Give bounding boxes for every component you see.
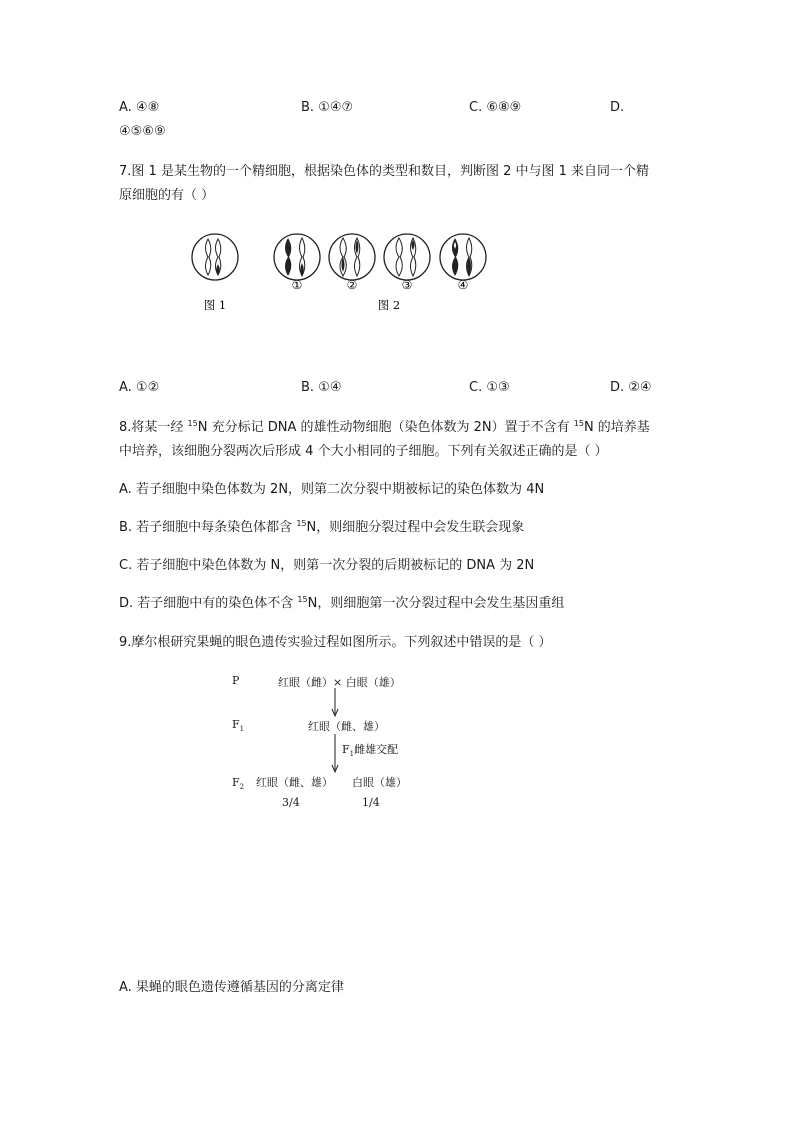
fig2-cell-4-number: ④ — [457, 278, 469, 292]
fig2-cell-3 — [384, 234, 430, 280]
fig2-cell-1-number: ① — [291, 278, 303, 292]
fig2-cell-2-number: ② — [346, 278, 358, 292]
q7-option-a: A. ①② — [119, 380, 160, 395]
f2-white: 白眼（雄） — [352, 776, 407, 789]
q7-option-d: D. ②④ — [610, 380, 652, 395]
fig1-cell — [192, 234, 238, 280]
fig2-label: 图 2 — [377, 298, 401, 312]
f1-text: 红眼（雌、雄） — [308, 720, 385, 733]
q8-option-d: D. 若子细胞中有的染色体不含 $^{15}$N，则细胞第一次分裂过程中会发生基因重组 — [119, 595, 565, 611]
q6-option-c: C. ⑥⑧⑨ — [469, 100, 522, 115]
q8-option-c: C. 若子细胞中染色体数为 N，则第一次分裂的后期被标记的 DNA 为 2N — [119, 558, 535, 573]
q7-option-c: C. ①③ — [469, 380, 510, 395]
f2-label: $F_2$ — [232, 776, 245, 792]
q8-option-b: B. 若子细胞中每条染色体都含 $^{15}$N，则细胞分裂过程中会发生联会现象 — [119, 519, 525, 535]
q6-option-d-label: D. — [610, 100, 625, 115]
q7-option-b: B. ①④ — [301, 380, 342, 395]
f2-white-ratio: 1/4 — [362, 796, 380, 809]
q9-option-a: A. 果蝇的眼色遗传遵循基因的分离定律 — [119, 980, 344, 995]
q6-option-a: A. ④⑧ — [119, 100, 160, 115]
f1-mating: $F_1$雌雄交配 — [342, 743, 399, 759]
q8-stem-line1: 8.将某一经 $^{15}$N 充分标记 DNA 的雄性动物细胞（染色体数为 2N）置于不含有 $^{15}$N 的培养基 — [119, 419, 650, 435]
f1-label: $F_1$ — [232, 718, 245, 734]
fig1-label: 图 1 — [203, 298, 227, 312]
p-cross: 红眼（雌）× 白眼（雄） — [278, 676, 401, 689]
f2-red-ratio: 3/4 — [282, 796, 300, 809]
fig2-cell-4 — [440, 234, 486, 280]
fig2-cell-2 — [329, 234, 375, 280]
q8-option-a: A. 若子细胞中染色体数为 2N，则第二次分裂中期被标记的染色体数为 4N — [119, 482, 545, 497]
fig2-cell-3-number: ③ — [401, 278, 413, 292]
fig2-cell-1 — [274, 234, 320, 280]
p-label: P — [232, 674, 240, 687]
f2-red: 红眼（雌、雄） — [256, 776, 333, 789]
cross-arrows — [228, 670, 428, 820]
q7-chromosome-figure — [185, 228, 495, 318]
q9-stem: 9.摩尔根研究果蝇的眼色遗传实验过程如图所示。下列叙述中错误的是（ ） — [119, 635, 552, 650]
q6-option-b: B. ①④⑦ — [301, 100, 354, 115]
q8-stem-line2: 中培养，该细胞分裂两次后形成 4 个大小相同的子细胞。下列有关叙述正确的是（ ） — [119, 444, 608, 459]
q7-stem-line2: 原细胞的有（ ） — [119, 188, 215, 203]
q9-cross-diagram — [228, 670, 428, 820]
q6-option-d-value: ④⑤⑥⑨ — [119, 124, 166, 139]
q7-stem-line1: 7.图 1 是某生物的一个精细胞，根据染色体的类型和数目，判断图 2 中与图 1 来自同一个精 — [119, 164, 650, 179]
